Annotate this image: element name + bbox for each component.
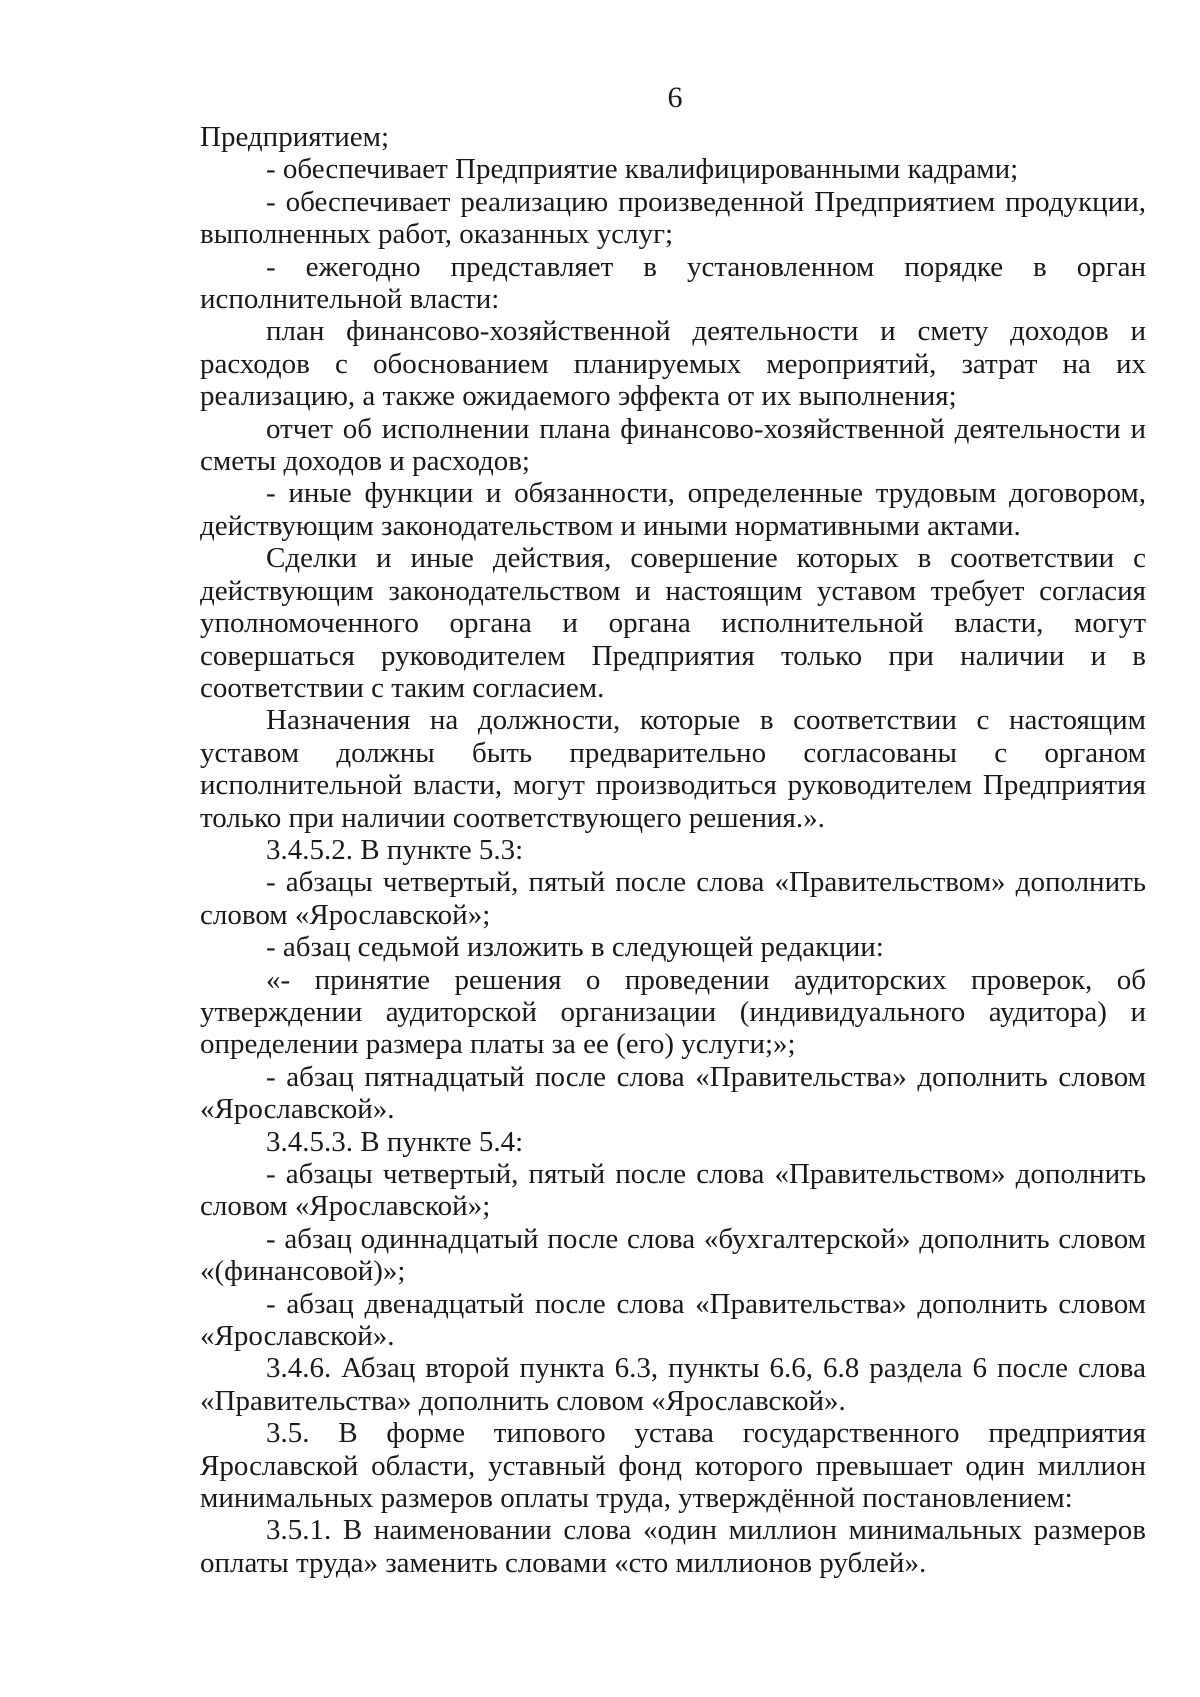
paragraph: 3.5.1. В наименовании слова «один миллион минимальных размеров оплаты труда» заменить словами «сто миллионов рублей». bbox=[200, 1514, 1146, 1579]
paragraph: Сделки и иные действия, совершение которых в соответствии с действующим законодательством и настоящим уставом требует согласия уполномоченного органа и органа исполнительной власти, могут совершаться руководителем Предприятия только при наличии и в соответствии с таким согласием. bbox=[200, 542, 1146, 704]
paragraph: 3.4.5.2. В пункте 5.3: bbox=[266, 833, 524, 866]
paragraph: - абзацы четвертый, пятый после слова «Правительством» дополнить словом «Ярославской»; bbox=[200, 866, 1146, 931]
paragraph: - абзац пятнадцатый после слова «Правительства» дополнить словом «Ярославской». bbox=[200, 1060, 1146, 1126]
page-number: 6 bbox=[667, 81, 683, 114]
paragraph: - абзац одиннадцатый после слова «бухгалтерской» дополнить словом «(финансовой)»; bbox=[200, 1222, 1146, 1288]
paragraph: Предприятием; bbox=[200, 121, 390, 153]
paragraph: - абзац двенадцатый после слова «Правительства» дополнить словом «Ярославской». bbox=[200, 1287, 1146, 1353]
paragraph: 3.5. В форме типового устава государственного предприятия Ярославской области, уставный фонд которого превышает один миллион минимальных размеров оплаты труда, утверждённой постановлением: bbox=[200, 1417, 1146, 1515]
paragraph: план финансово-хозяйственной деятельности и смету доходов и расходов с обоснованием планируемых мероприятий, затрат на их реализацию, а также ожидаемого эффекта от их выполнения; bbox=[200, 315, 1146, 413]
paragraph: - абзацы четвертый, пятый после слова «Правительством» дополнить словом «Ярославской»; bbox=[200, 1158, 1146, 1223]
paragraph: 3.4.6. Абзац второй пункта 6.3, пункты 6.6, 6.8 раздела 6 после слова «Правительства» дополнить словом «Ярославской». bbox=[200, 1352, 1146, 1417]
paragraph: - иные функции и обязанности, определенные трудовым договором, действующим законодательством и иными нормативными актами. bbox=[200, 477, 1146, 542]
paragraph: «- принятие решения о проведении аудиторских проверок, об утверждении аудиторской организации (индивидуального аудитора) и определении размера платы за ее (его) услуги;»; bbox=[200, 963, 1146, 1061]
paragraph: отчет об исполнении плана финансово-хозяйственной деятельности и сметы доходов и расходов; bbox=[200, 412, 1146, 478]
paragraph: - абзац седьмой изложить в следующей редакции: bbox=[266, 931, 884, 964]
paragraph: - ежегодно представляет в установленном порядке в орган исполнительной власти: bbox=[200, 250, 1146, 316]
paragraph: - обеспечивает реализацию произведенной Предприятием продукции, выполненных работ, оказанных услуг; bbox=[200, 185, 1146, 251]
paragraph: 3.4.5.3. В пункте 5.4: bbox=[266, 1125, 524, 1158]
document-body bbox=[200, 121, 1146, 1579]
paragraph: Назначения на должности, которые в соответствии с настоящим уставом должны быть предварительно согласованы с органом исполнительной власти, могут производиться руководителем Предприятия только при наличии соответствующего решения.». bbox=[200, 704, 1146, 834]
paragraph: - обеспечивает Предприятие квалифицированными кадрами; bbox=[266, 153, 1019, 186]
